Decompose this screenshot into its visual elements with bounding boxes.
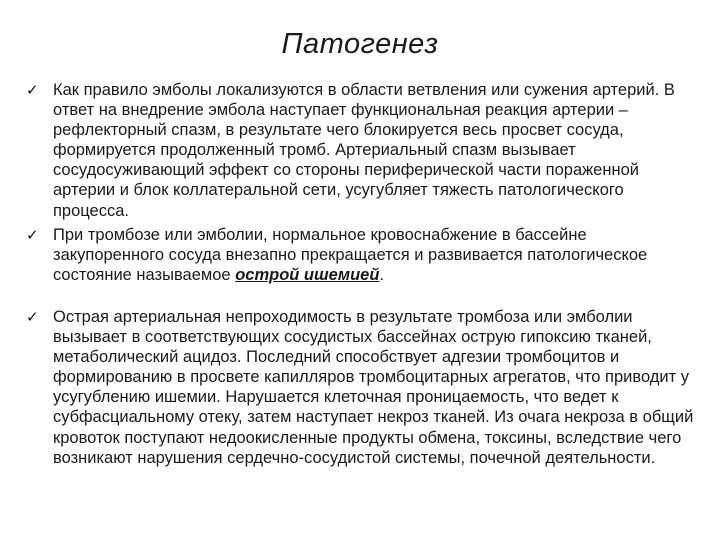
bullet-list [26,80,698,468]
list-item-text: При тромбозе или эмболии, нормальное кровоснабжение в бассейне закупоренного сосуда внезапно прекращается и развивается патологическое состояние называемое [53,225,648,284]
list-item-text: Острая артериальная непроходимость в результате тромбоза или эмболии вызывает в соответствующих сосудистых бассейнах острую гипоксию тканей, метаболический ацидоз. Последний способствует адгезии тромбоцитов и формированию в просвете капилляров тромбоцитарных агрегатов, что приводит у усугублению ишемии. Нарушается клеточная проницаемость, что ведет к субфасциальному отеку, затем наступает некроз тканей. Из очага некроза в общий кровоток поступают недоокисленные продукты обмена, токсины, вследствие чего возникают нарушения сердечно-сосудистой системы, почечной деятельности. [53,307,694,467]
emphasis-term: острой ишемией [235,265,380,284]
checkmark-icon: ✓ [26,307,39,326]
list-item [26,307,698,468]
checkmark-icon: ✓ [26,81,39,99]
checkmark-icon: ✓ [26,225,39,244]
list-item [26,80,698,221]
list-item-tail: . [379,265,384,284]
list-item [26,225,698,285]
page-title: Патогенез [281,28,439,60]
list-item-text: Как правило эмболы локализуются в области ветвления или сужения артерий. В ответ на внедрение эмбола наступает функциональная реакция артерии – рефлекторный спазм, в результате чего блокируется весь просвет сосуда, формируется продолженный тромб. Артериальный спазм вызывает сосудосуживающий эффект со стороны периферической части пораженной артерии и блок коллатеральной сети, усугубляет тяжесть патологического процесса. [53,81,675,220]
